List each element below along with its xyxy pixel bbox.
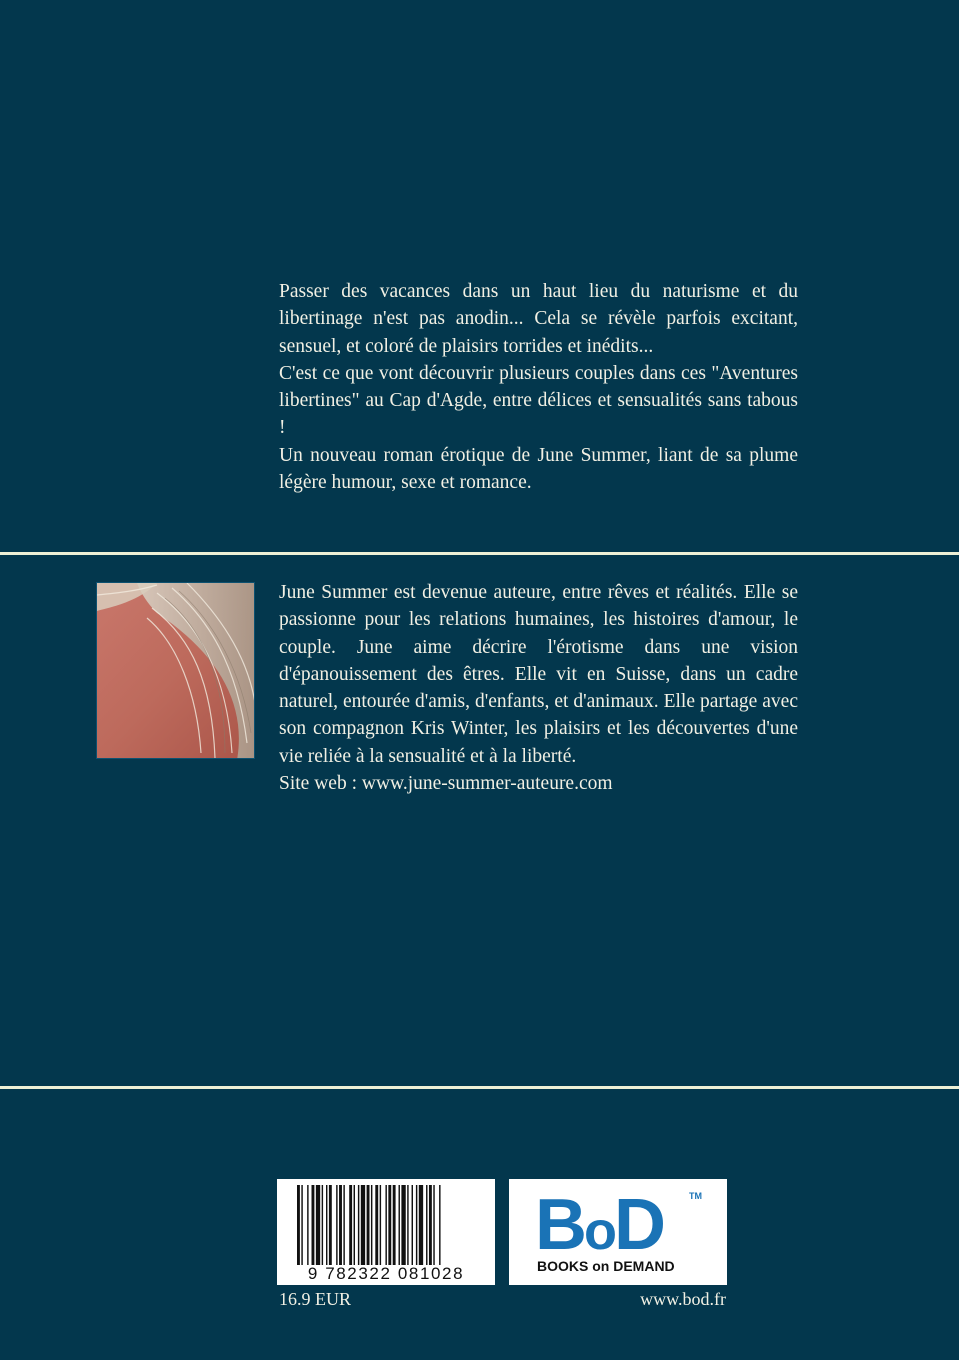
blurb-paragraph-3: Un nouveau roman érotique de June Summer, liant de sa plume légère humour, sexe et romance. [279,444,798,494]
blurb-paragraph-2: C'est ce que vont découvrir plusieurs couples dans ces "Aventures libertines" au Cap d'Agde, entre délices et sensualités sans tabous ! [279,362,798,439]
barcode-bar [349,1185,352,1265]
barcode-bar [375,1185,378,1265]
barcode-bar [361,1185,365,1265]
isbn-number: 9 782322 081028 [307,1264,465,1283]
barcode-bar [307,1185,308,1265]
bod-tagline: BOOKS on DEMAND [537,1258,675,1274]
barcode-bar [419,1185,423,1265]
barcode-bar [358,1185,359,1265]
barcode-bar [433,1185,434,1265]
isbn-barcode [277,1179,495,1285]
barcode-bar [380,1185,381,1265]
barcode-bar [416,1185,417,1265]
publisher-website: www.bod.fr [640,1289,726,1309]
barcode-bar [339,1185,342,1265]
top-divider [0,552,959,555]
barcode-bar [429,1185,432,1265]
barcode-bar [385,1185,386,1265]
barcode-bar [297,1185,300,1265]
barcode-bar [312,1185,315,1265]
author-website: Site web : www.june-summer-auteure.com [279,773,613,795]
barcode-bar [426,1185,427,1265]
author-bio [279,579,798,797]
barcode-bar [326,1185,327,1265]
blurb-paragraph-1: Passer des vacances dans un haut lieu du naturisme et du libertinage n'est pas anodin... Cela se révèle parfois excitant, sensuel, et coloré de plaisirs torrides et inédits... [279,281,798,357]
book-blurb [279,278,798,496]
barcode-bar [388,1185,391,1265]
barcode-bar [439,1185,440,1265]
author-photo [96,582,255,759]
barcode-bar [301,1185,302,1265]
barcode-bar [399,1185,400,1265]
barcode-bar [322,1185,323,1265]
price: 16.9 EUR [279,1289,351,1309]
barcode-bar [371,1185,372,1265]
barcode-bar [393,1185,396,1265]
bod-logo: BoD [535,1185,663,1265]
barcode-bar [336,1185,337,1265]
barcode-bars [277,1179,495,1265]
trademark-mark: TM [689,1191,702,1201]
barcode-bar [354,1185,355,1265]
author-bio-text: June Summer est devenue auteure, entre rêves et réalités. Elle se passionne pour les relations humaines, les histoires d'amour, le couple. June aime décrire l'érotisme dans une vision d'épanouissement des êtres. Elle vit en Suisse, dans un cadre naturel, entourée d'amis, d'enfants, et d'animaux. Elle partage avec son compagnon Kris Winter, les plaisirs et les découvertes d'une vie reliée à la sensualité et à la liberté. [279,582,798,767]
barcode-bar [343,1185,344,1265]
publisher-logo-box [509,1179,727,1285]
barcode-bar [412,1185,413,1265]
barcode-bar [367,1185,370,1265]
barcode-bar [401,1185,405,1265]
barcode-bar [329,1185,332,1265]
barcode-bar [316,1185,320,1265]
barcode-bar [407,1185,408,1265]
bottom-divider [0,1086,959,1089]
